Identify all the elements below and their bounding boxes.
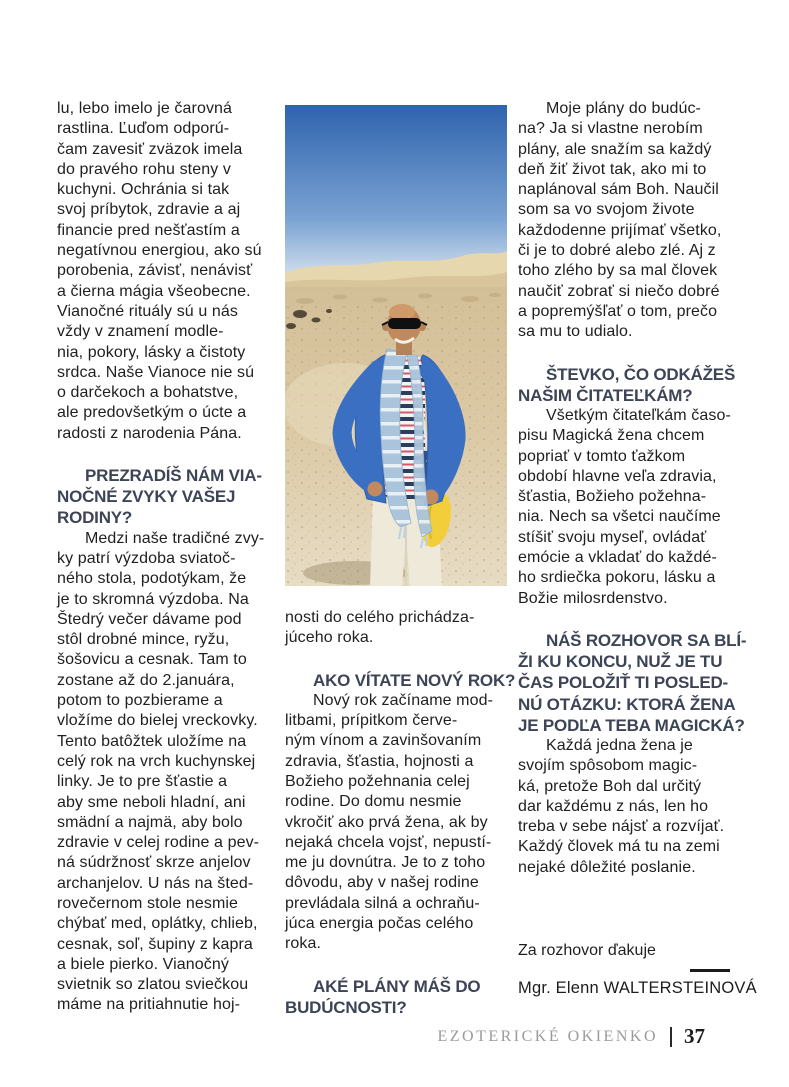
text-line: na? Ja si vlastne nerobím	[518, 120, 703, 138]
text-line: ným vínom a zavinšovaním	[285, 732, 482, 750]
text-line: porobenia, závisť, nenávisť	[57, 262, 253, 280]
text-line: cesnak, soľ, šupiny z kapra	[57, 935, 253, 953]
desert-photo-illustration	[285, 105, 507, 586]
text-line: kuchyni. Ochránia si tak	[57, 181, 230, 199]
text-line: svoj príbytok, zdravie a aj	[57, 201, 241, 219]
text-line: NOČNÉ ZVYKY VAŠEJ	[57, 487, 236, 507]
text-line: nia, pokory, lásky a čistoty	[57, 343, 246, 361]
text-line: ky patrí výzdoba sviatoč-	[57, 549, 236, 567]
question-heading	[518, 364, 744, 406]
text-line: rodine. Do domu nesmie	[285, 793, 462, 811]
text-line: období hlavne veľa zdravia,	[518, 467, 717, 485]
text-line: stíšiť svoju myseľ, ovládať	[518, 528, 707, 546]
body-paragraph	[518, 406, 744, 609]
interview-photo	[285, 105, 507, 586]
text-line: ČAS POLOŽIŤ TI POSLED-	[518, 673, 728, 693]
text-line: Každá jedna žena je	[546, 736, 693, 754]
text-line: NAŠIM ČITATEĽKÁM?	[518, 385, 693, 405]
text-line: plány, ale snažím sa každý	[518, 140, 712, 158]
column-right-text	[518, 99, 747, 878]
text-line: dôvodu, aby v našej rodine	[285, 874, 479, 892]
text-line: Medzi naše tradičné zvy-	[85, 529, 265, 547]
footer-divider	[670, 1027, 672, 1047]
body-paragraph	[285, 691, 507, 955]
text-line: Moje plány do budúc-	[546, 100, 701, 117]
text-line: ná súdržnosť skrze anjelov	[57, 854, 251, 872]
text-line: som sa vo svojom živote	[518, 201, 695, 219]
text-line: ká, pretože Boh dal určitý	[518, 777, 702, 795]
text-line: vkročiť ako prvá žena, ak by	[285, 813, 488, 831]
text-line: nosti do celého prichádza-	[285, 609, 475, 626]
text-line: celý rok na vrch kuchynskej	[57, 752, 256, 770]
text-line: aby sme neboli hladní, ani	[57, 793, 246, 811]
text-line: rovečernom stole nesmie	[57, 895, 239, 912]
text-line: svojím spôsobom magic-	[518, 757, 698, 775]
text-line: PREZRADÍŠ NÁM VIA-	[85, 466, 262, 486]
text-line: AKÉ PLÁNY MÁŠ DO	[313, 976, 481, 996]
column-right	[518, 99, 757, 998]
text-line: JE PODĽA TEBA MAGICKÁ?	[518, 715, 745, 735]
text-line: zdravie v celej rodine a pev-	[57, 834, 260, 852]
text-line: Štedrý večer dávame pod	[57, 610, 242, 628]
signoff-rule	[690, 969, 730, 972]
text-line: svietnik so zlatou sviečkou	[57, 976, 249, 994]
text-line: čam zavesiť zväzok imela	[57, 140, 243, 158]
text-line: prevládala silná a ochraňu-	[285, 894, 480, 912]
page-number: 37	[684, 1024, 705, 1048]
question-heading	[285, 670, 516, 691]
text-line: Všetkým čitateľkám časo-	[546, 406, 731, 424]
text-line: do pravého rohu steny v	[57, 160, 231, 178]
text-line: šťastia, Božieho požehna-	[518, 488, 707, 506]
text-line: smädní a najmä, aby bolo	[57, 813, 243, 831]
text-line: archanjelov. U nás na šted-	[57, 874, 254, 892]
text-line: stôl drobné mince, ryžu,	[57, 631, 230, 649]
text-line: či je to dobré alebo zlé. Aj z	[518, 242, 716, 260]
question-heading	[285, 976, 507, 1018]
text-line: chýbať med, oplátky, chlieb,	[57, 915, 258, 933]
text-line: emócie a vkladať do každé-	[518, 549, 717, 567]
text-line: financie pred nešťastím a	[57, 221, 240, 239]
text-line: naplánoval sám Boh. Naučil	[518, 181, 719, 199]
body-paragraph	[285, 608, 507, 649]
text-line: Nový rok začíname mod-	[313, 691, 494, 709]
text-line: RODINY?	[57, 508, 133, 528]
text-line: nia. Nech sa všetci naučíme	[518, 508, 721, 526]
text-line: NÁŠ ROZHOVOR SA BLÍ-	[546, 630, 747, 650]
text-line: júca energia počas celého	[285, 915, 474, 933]
text-line: litbami, prípitkom červe-	[285, 712, 458, 730]
signoff-author: Mgr. Elenn WALTERSTEINOVÁ	[518, 978, 757, 997]
text-line: pisu Magická žena chcem	[518, 427, 705, 445]
text-line: popriať v tomto ťažkom	[518, 447, 686, 465]
text-line: zostane až do 2.januára,	[57, 671, 235, 689]
text-line: AKO VÍTATE NOVÝ ROK?	[313, 670, 516, 690]
text-line: a biele pierko. Vianočný	[57, 955, 229, 973]
body-paragraph	[518, 99, 744, 343]
text-line: ŽI KU KONCU, NUŽ JE TU	[518, 652, 723, 672]
text-line: negatívnou energiou, ako sú	[57, 242, 262, 260]
text-line: rastlina. Ľuďom odporú-	[57, 120, 230, 138]
text-line: o darčekoch a bohatstve,	[57, 384, 239, 402]
column-middle-text	[285, 608, 516, 1018]
column-left	[57, 99, 279, 1016]
text-line: linky. Je to pre šťastie a	[57, 773, 228, 791]
text-line: Vianočné rituály sú u nás	[57, 302, 238, 320]
text-line: BUDÚCNOSTI?	[285, 997, 407, 1017]
text-line: naučiť zobrať si niečo dobré	[518, 282, 720, 300]
text-line: nejaké dôležité poslanie.	[518, 858, 696, 876]
body-paragraph	[57, 529, 279, 1016]
text-line: NÚ OTÁZKU: KTORÁ ŽENA	[518, 694, 736, 714]
text-line: radosti z narodenia Pána.	[57, 424, 242, 442]
text-line: nejaká chcela vojsť, nepustí-	[285, 833, 492, 851]
text-line: je to skromná výzdoba. Na	[57, 590, 249, 608]
text-line: ŠTEVKO, ČO ODKÁŽEŠ	[546, 364, 736, 384]
text-line: Tento batôžtek uložíme na	[57, 732, 247, 750]
text-line: sa mu to udialo.	[518, 323, 633, 341]
text-line: Božie milosrdenstvo.	[518, 589, 668, 607]
question-heading	[518, 630, 747, 736]
text-line: deň žiť život tak, ako mi to	[518, 160, 707, 178]
text-line: me ju dovnútra. Je to z toho	[285, 854, 486, 872]
text-line: ho srdiečka pokoru, lásku a	[518, 569, 716, 587]
text-line: lu, lebo imelo je čarovná	[57, 100, 233, 117]
text-line: ale predovšetkým o úcte a	[57, 404, 247, 422]
body-paragraph	[518, 736, 744, 878]
text-line: šošovicu a cesnak. Tam to	[57, 651, 247, 669]
text-line: vždy v znamení modle-	[57, 323, 224, 341]
section-label: EZOTERICKÉ OKIENKO	[437, 1027, 658, 1045]
text-line: Božieho požehnania celej	[285, 772, 470, 790]
text-line: srdca. Naše Vianoce nie sú	[57, 363, 255, 381]
signoff-thanks: Za rozhovor ďakuje	[518, 942, 656, 960]
text-line: roka.	[285, 935, 322, 953]
text-line: a popremýšľať o tom, prečo	[518, 302, 718, 320]
text-line: zdravia, šťastia, hojnosti a	[285, 752, 474, 770]
text-line: júceho roka.	[285, 629, 374, 647]
text-line: každodenne prijímať všetko,	[518, 221, 722, 239]
text-line: a čierna mágia všeobecne.	[57, 282, 251, 300]
body-paragraph	[57, 99, 279, 444]
text-line: máme na pritiahnutie hoj-	[57, 996, 241, 1014]
text-line: ného stola, podotýkam, že	[57, 570, 247, 588]
text-line: treba v sebe nájsť a rozvíjať.	[518, 818, 725, 836]
text-line: Každý človek má tu na zemi	[518, 838, 720, 856]
column-middle	[285, 105, 516, 1018]
text-line: vložíme do bielej vreckovky.	[57, 712, 258, 730]
page-footer	[437, 1024, 705, 1049]
question-heading	[57, 465, 279, 529]
text-line: dar každému z nás, len ho	[518, 797, 709, 815]
text-line: toho zlého by sa mal človek	[518, 262, 718, 280]
text-line: potom to pozbierame a	[57, 692, 223, 710]
